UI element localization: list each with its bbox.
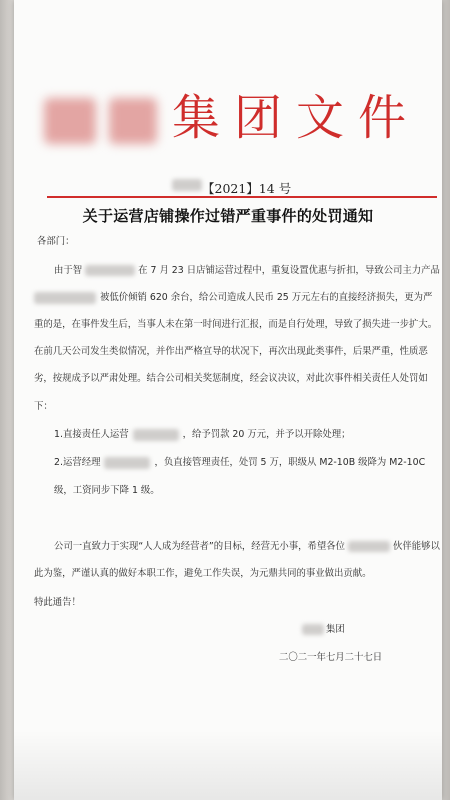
paragraph-1-line-6: 下：	[34, 401, 53, 412]
redacted-person-1	[133, 429, 179, 441]
special-notice: 特此通告！	[34, 597, 81, 608]
closing-line-2: 此为鉴，严谨认真的做好本职工作，避免工作失误，为元鼎共同的事业做出贡献。	[34, 568, 372, 579]
closing-l1-end: 伙伴能够以	[392, 541, 440, 552]
header-divider-line	[47, 196, 437, 198]
item2-start: 2.运营经理	[54, 457, 101, 468]
redacted-company-name	[44, 98, 96, 144]
document-header-title: 集团文件	[172, 90, 421, 146]
p1-l1-end: 在 7 月 23 日店铺运营过程中，重复设置优惠与折扣，导致公司主力产品	[138, 265, 440, 276]
notice-title: 关于运营店铺操作过错严重事件的处罚通知	[82, 208, 374, 225]
p1-l2-text: 被低价倾销 620 余台，给公司造成人民币 25 万元左右的直接经济损失，更为严	[100, 292, 433, 303]
document-number: 【2021】14 号	[202, 181, 292, 196]
redacted-signature-org	[302, 624, 324, 635]
signature-org	[302, 623, 345, 637]
item1-end: ，给予罚款 20 万元，并予以开除处理；	[182, 429, 351, 440]
redacted-person-2	[104, 457, 150, 469]
redacted-doc-prefix	[172, 179, 202, 191]
item2-mid: ，负直接管理责任，处罚 5 万，职级从 M2-10B 级降为 M2-10C	[154, 457, 426, 468]
penalty-item-1	[54, 428, 350, 442]
p1-l1-start: 由于智	[54, 265, 83, 276]
redacted-store-name	[85, 265, 135, 276]
penalty-item-2-line-1	[54, 456, 425, 470]
paragraph-1-line-5: 劣，按规成予以严肃处理。结合公司相关奖惩制度，经会议决议，对此次事件相关责任人处罚如	[34, 373, 428, 384]
redacted-company-name-2	[109, 98, 157, 144]
closing-l1-start: 公司一直致力于实现“人人成为经营者”的目标，经营无小事，希望各位	[54, 541, 345, 552]
signature-org-text: 集团	[326, 624, 345, 635]
salutation: 各部门：	[37, 236, 75, 247]
paragraph-1-line-4: 在前几天公司发生类似情况，并作出严格宣导的状况下，再次出现此类事件，后果严重，性质恶	[34, 346, 428, 357]
closing-line-1	[54, 540, 440, 554]
penalty-item-2-line-2: 级，工资同步下降 1 级。	[54, 485, 160, 496]
redacted-product-name	[34, 292, 96, 304]
redacted-group-name	[348, 541, 390, 552]
paragraph-1-line-1	[54, 264, 440, 278]
document-sheet	[14, 0, 442, 800]
signature-date: 二〇二一年七月二十七日	[279, 652, 383, 663]
paragraph-1-line-2	[34, 291, 432, 305]
paragraph-1-line-3: 重的是，在事件发生后，当事人未在第一时间进行汇报，而是自行处理，导致了损失进一步扩大。	[34, 319, 438, 330]
item1-start: 1.直接责任人运营	[54, 429, 129, 440]
